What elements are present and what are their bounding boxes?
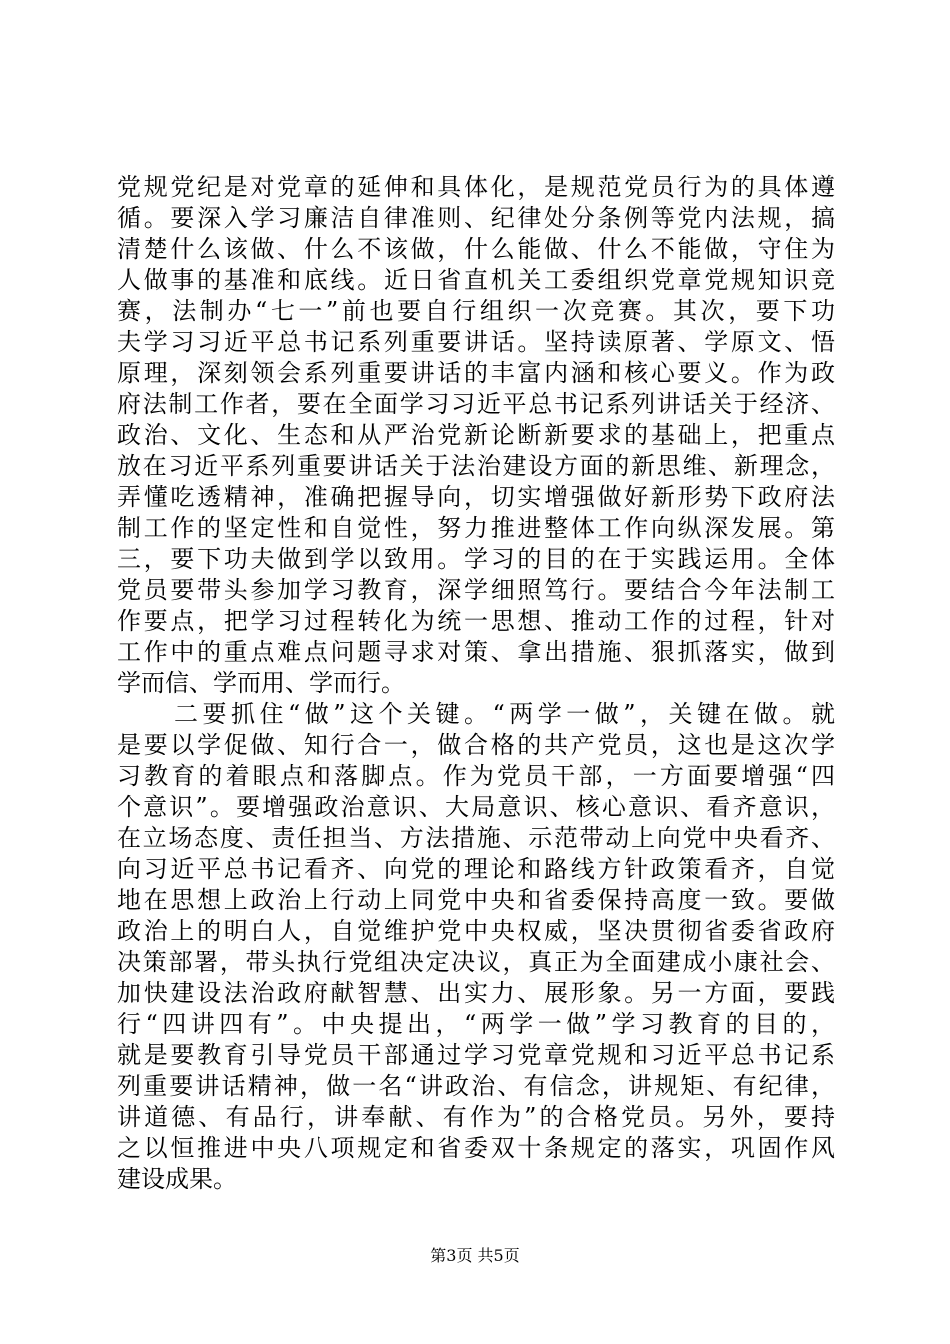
text-line: 循。要深入学习廉洁自律准则、纪律处分条例等党内法规，搞: [117, 204, 835, 232]
text-line: 弄懂吃透精神，准确把握导向，切实增强做好新形势下政府法: [117, 483, 835, 511]
text-line: 放在习近平系列重要讲话关于法治建设方面的新思维、新理念，: [117, 452, 835, 480]
text-line: 三，要下功夫做到学以致用。学习的目的在于实践运用。全体: [117, 545, 835, 573]
text-line: 个意识”。要增强政治意识、大局意识、核心意识、看齐意识，: [117, 793, 835, 821]
text-line: 行“四讲四有”。中央提出，“两学一做”学习教育的目的，: [117, 1010, 835, 1038]
page-footer: 第3页 共5页: [430, 1246, 520, 1265]
text-line: 清楚什么该做、什么不该做，什么能做、什么不能做，守住为: [117, 235, 835, 263]
text-line: 赛，法制办“七一”前也要自行组织一次竞赛。其次，要下功: [117, 297, 835, 325]
text-line: 地在思想上政治上行动上同党中央和省委保持高度一致。要做: [117, 886, 835, 914]
text-line: 讲道德、有品行，讲奉献、有作为”的合格党员。另外，要持: [117, 1103, 835, 1131]
text-line: 加快建设法治政府献智慧、出实力、展形象。另一方面，要践: [117, 979, 835, 1007]
text-line: 二要抓住“做”这个关键。“两学一做”，关键在做。就: [117, 700, 835, 728]
text-line: 原理，深刻领会系列重要讲话的丰富内涵和核心要义。作为政: [117, 359, 835, 387]
text-line: 制工作的坚定性和自觉性，努力推进整体工作向纵深发展。第: [117, 514, 835, 542]
text-line: 党员要带头参加学习教育，深学细照笃行。要结合今年法制工: [117, 576, 835, 604]
text-line: 学而信、学而用、学而行。: [117, 669, 405, 697]
text-line: 在立场态度、责任担当、方法措施、示范带动上向党中央看齐、: [117, 824, 835, 852]
text-line: 人做事的基准和底线。近日省直机关工委组织党章党规知识竞: [117, 266, 835, 294]
text-line: 工作中的重点难点问题寻求对策、拿出措施、狠抓落实，做到: [117, 638, 835, 666]
text-line: 决策部署，带头执行党组决定决议，真正为全面建成小康社会、: [117, 948, 835, 976]
text-line: 夫学习习近平总书记系列重要讲话。坚持读原著、学原文、悟: [117, 328, 835, 356]
text-line: 列重要讲话精神，做一名“讲政治、有信念，讲规矩、有纪律，: [117, 1072, 835, 1100]
body-text: [117, 172, 835, 1195]
text-line: 是要以学促做、知行合一，做合格的共产党员，这也是这次学: [117, 731, 835, 759]
text-line: 党规党纪是对党章的延伸和具体化，是规范党员行为的具体遵: [117, 173, 835, 201]
text-line: 就是要教育引导党员干部通过学习党章党规和习近平总书记系: [117, 1041, 835, 1069]
text-line: 府法制工作者，要在全面学习习近平总书记系列讲话关于经济、: [117, 390, 835, 418]
text-line: 建设成果。: [117, 1165, 237, 1193]
text-line: 政治、文化、生态和从严治党新论断新要求的基础上，把重点: [117, 421, 835, 449]
text-line: 作要点，把学习过程转化为统一思想、推动工作的过程，针对: [117, 607, 835, 635]
text-line: 习教育的着眼点和落脚点。作为党员干部，一方面要增强“四: [117, 762, 835, 790]
text-line: 政治上的明白人，自觉维护党中央权威，坚决贯彻省委省政府: [117, 917, 835, 945]
text-line: 向习近平总书记看齐、向党的理论和路线方针政策看齐，自觉: [117, 855, 835, 883]
text-line: 之以恒推进中央八项规定和省委双十条规定的落实，巩固作风: [117, 1134, 835, 1162]
